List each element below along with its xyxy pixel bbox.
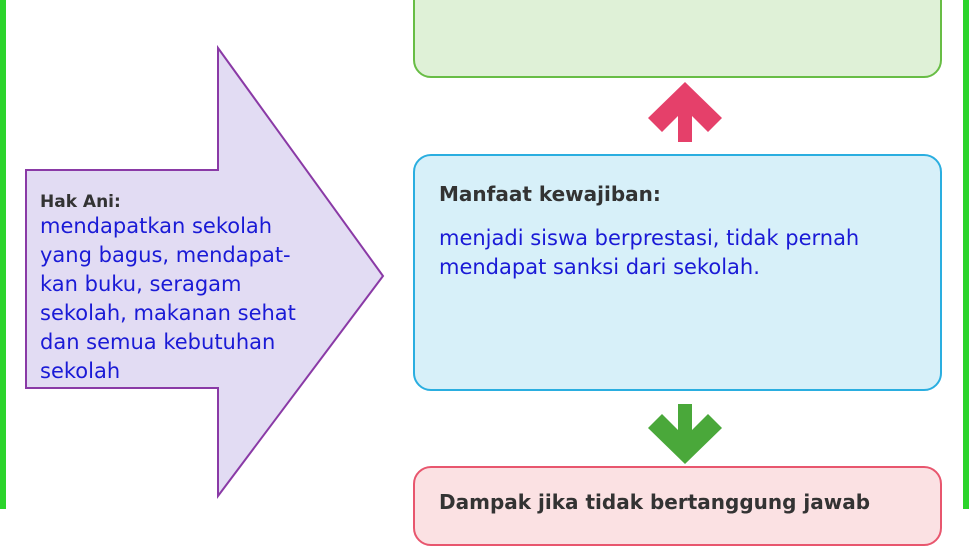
hak-ani-body: mendapatkan sekolah yang bagus, mendapat- kan buku, seragam sekolah, makanan sehat dan semua kebutuhan sekolah xyxy=(40,214,296,383)
dampak-title: Dampak jika tidak bertanggung jawab xyxy=(439,490,871,514)
arrow-down-icon xyxy=(648,404,722,464)
top-green-box xyxy=(413,0,942,78)
manfaat-box xyxy=(413,154,942,391)
dampak-box xyxy=(413,466,942,546)
manfaat-title: Manfaat kewajiban: xyxy=(439,182,661,206)
arrow-up-icon xyxy=(648,82,722,142)
hak-ani-title: Hak Ani: xyxy=(40,192,121,212)
manfaat-body: menjadi siswa berprestasi, tidak pernah mendapat sanksi dari sekolah. xyxy=(439,226,860,279)
hak-ani-text xyxy=(40,192,340,386)
